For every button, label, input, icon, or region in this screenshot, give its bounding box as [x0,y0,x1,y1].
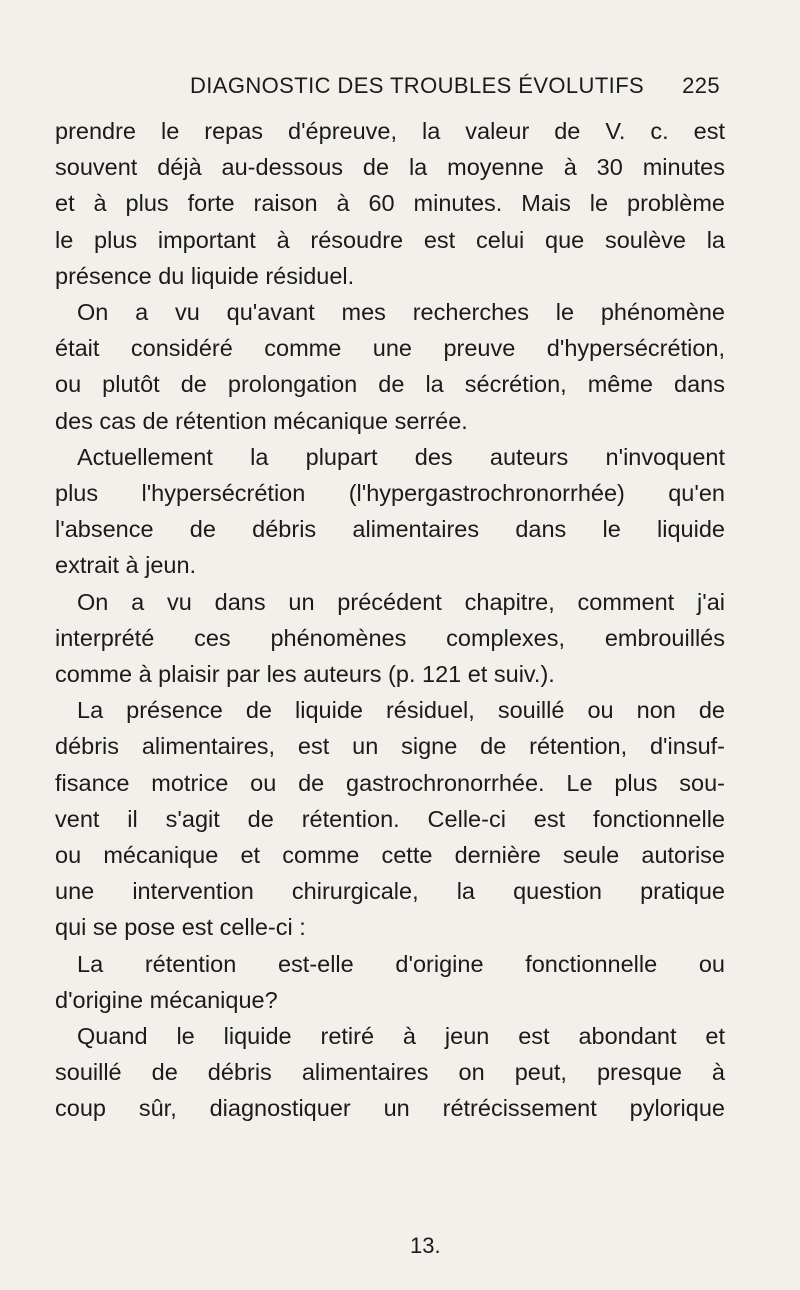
text-line: qui se pose est celle-ci : [55,914,306,941]
text-line: fisance motrice ou de gastrochronorrhée. Le plus sou- [55,769,725,796]
text-line: une intervention chirurgicale, la question pratique [55,878,725,905]
paragraph [55,692,725,945]
text-line: souillé de débris alimentaires on peut, presque à [55,1059,725,1086]
text-line: prendre le repas d'épreuve, la valeur de V. c. est [55,118,725,144]
paragraph [55,294,725,439]
page-number: 225 [682,73,720,98]
text-line: On a vu dans un précédent chapitre, comment j'ai [77,588,725,615]
running-head: DIAGNOSTIC DES TROUBLES ÉVOLUTIFS [190,73,645,98]
text-line: interprété ces phénomènes complexes, embrouillés [55,624,725,651]
text-line: d'origine mécanique? [55,986,278,1013]
text-line: ou plutôt de prolongation de la sécrétion, même dans [55,371,725,398]
text-line: coup sûr, diagnostiquer un rétrécissement pylorique [55,1095,725,1122]
text-line: plus l'hypersécrétion (l'hypergastrochronorrhée) qu'en [55,480,725,507]
paragraph [55,946,725,1018]
text-line: comme à plaisir par les auteurs (p. 121 et suiv.). [55,661,555,688]
text-line: souvent déjà au-dessous de la moyenne à 30 minutes [55,154,725,181]
text-line: Quand le liquide retiré à jeun est abondant et [77,1023,725,1050]
text-line: et à plus forte raison à 60 minutes. Mais le problème [55,190,725,217]
signature-mark: 13. [410,1233,441,1258]
paragraph [55,113,725,294]
paragraph [55,1018,725,1127]
paragraph [55,584,725,693]
text-line: présence du liquide résiduel. [55,262,355,289]
text-line: le plus important à résoudre est celui que soulève la [55,226,725,253]
text-line: débris alimentaires, est un signe de rétention, d'insuf- [55,733,725,760]
text-line: vent il s'agit de rétention. Celle-ci est fonctionnelle [55,805,725,832]
text-line: extrait à jeun. [55,552,197,579]
text-line: ou mécanique et comme cette dernière seule autorise [55,842,725,869]
text-line: des cas de rétention mécanique serrée. [55,407,468,434]
text-line: Actuellement la plupart des auteurs n'invoquent [77,443,725,470]
text-line: était considéré comme une preuve d'hypersécrétion, [55,335,725,362]
text-line: La rétention est-elle d'origine fonctionnelle ou [77,950,725,977]
text-line: On a vu qu'avant mes recherches le phénomène [77,299,725,326]
text-line: La présence de liquide résiduel, souillé ou non de [77,697,725,724]
text-line: l'absence de débris alimentaires dans le liquide [55,516,725,543]
paragraph [55,439,725,584]
page-header [95,73,720,113]
body-text [55,113,725,1127]
